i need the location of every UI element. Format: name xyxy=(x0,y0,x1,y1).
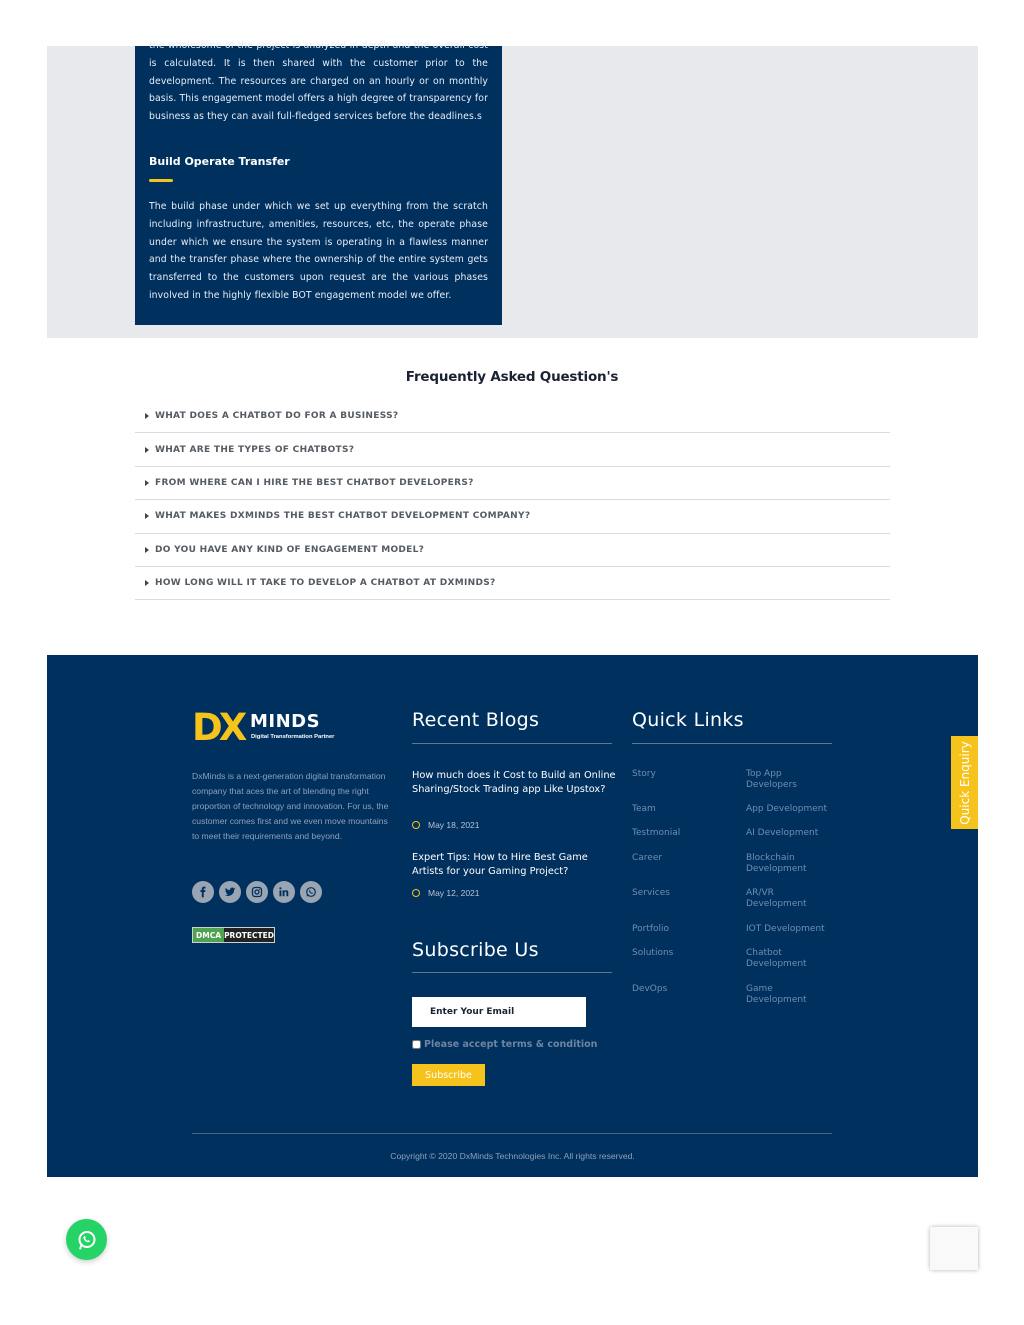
engagement-heading: Build Operate Transfer xyxy=(149,154,290,168)
facebook-icon[interactable] xyxy=(192,881,214,903)
twitter-icon[interactable] xyxy=(219,881,241,903)
heading-divider xyxy=(412,743,612,744)
clock-icon xyxy=(412,821,420,829)
quick-link-story[interactable]: Story xyxy=(632,769,656,779)
recent-blogs-heading: Recent Blogs xyxy=(412,709,540,731)
logo-tagline: Digital Transformation Partner xyxy=(251,734,335,740)
heading-divider xyxy=(412,972,612,973)
dmca-label: DMCA xyxy=(193,928,224,942)
caret-right-icon xyxy=(145,447,149,453)
blog-date-text: May 18, 2021 xyxy=(428,820,480,830)
logo-dx: DX xyxy=(192,706,244,749)
caret-right-icon xyxy=(145,580,149,586)
faq-item[interactable] xyxy=(135,567,890,600)
faq-question: DO YOU HAVE ANY KIND OF ENGAGEMENT MODEL? xyxy=(155,544,425,555)
dxminds-logo[interactable] xyxy=(192,706,352,749)
quick-enquiry-tab[interactable] xyxy=(951,736,978,829)
blog-date xyxy=(412,820,480,830)
copyright-text: Copyright © 2020 DxMinds Technologies Inc. All rights reserved. xyxy=(390,1151,635,1161)
logo-minds: MINDS xyxy=(250,711,321,732)
faq-item[interactable] xyxy=(135,400,890,433)
caret-right-icon xyxy=(145,480,149,486)
quick-link-top-app-developers[interactable]: Top App Developers xyxy=(746,769,797,790)
engagement-model-card xyxy=(135,40,502,325)
quick-links-heading: Quick Links xyxy=(632,709,744,731)
faq-question: WHAT DOES A CHATBOT DO FOR A BUSINESS? xyxy=(155,411,399,422)
caret-right-icon xyxy=(145,513,149,519)
instagram-icon[interactable] xyxy=(246,881,268,903)
dmca-badge[interactable] xyxy=(192,927,275,943)
footer-divider xyxy=(192,1133,832,1134)
quick-link-ai-development[interactable]: AI Development xyxy=(746,828,819,838)
faq-question: WHAT ARE THE TYPES OF CHATBOTS? xyxy=(155,444,355,455)
whatsapp-icon[interactable] xyxy=(300,881,322,903)
heading-underline xyxy=(149,179,173,182)
faq-question: WHAT MAKES DXMINDS THE BEST CHATBOT DEVELOPMENT COMPANY? xyxy=(155,511,531,522)
engagement-paragraph: The build phase under which we set up everything from the scratch including infrastructure, amenities, resources, etc, the operate phase under which we ensure the system is operating in a flawless manner and the transfer phase where the ownership of the entire system gets transferred to the customers upon request are the various phases involved in the highly flexible BOT engagement model we offer. xyxy=(149,200,488,301)
faq-item[interactable] xyxy=(135,500,890,533)
faq-question: HOW LONG WILL IT TAKE TO DEVELOP A CHATBOT AT DXMINDS? xyxy=(155,578,496,589)
site-footer xyxy=(47,655,978,1177)
blog-date-text: May 12, 2021 xyxy=(428,888,480,898)
subscribe-heading: Subscribe Us xyxy=(412,939,539,961)
dmca-protected-label: PROTECTED xyxy=(224,928,274,942)
quick-link-iot-development[interactable]: IOT Development xyxy=(746,924,825,934)
quick-link-devops[interactable]: DevOps xyxy=(632,984,668,994)
faq-item[interactable] xyxy=(135,467,890,500)
quick-link-arvr-development[interactable]: AR/VR Development xyxy=(746,888,807,909)
quick-link-blockchain-development[interactable]: Blockchain Development xyxy=(746,853,807,874)
quick-link-career[interactable]: Career xyxy=(632,853,663,863)
terms-checkbox-row[interactable] xyxy=(412,1039,597,1050)
caret-right-icon xyxy=(145,413,149,419)
whatsapp-chat-button[interactable] xyxy=(66,1219,107,1260)
quick-link-services[interactable]: Services xyxy=(632,888,670,898)
quick-link-app-development[interactable]: App Development xyxy=(746,804,828,814)
quick-enquiry-label: Quick Enquiry xyxy=(957,740,972,825)
quick-link-game-development[interactable]: Game Development xyxy=(746,984,807,1005)
quick-link-solutions[interactable]: Solutions xyxy=(632,948,674,958)
social-links xyxy=(192,881,322,903)
faq-item[interactable] xyxy=(135,534,890,567)
quick-link-team[interactable]: Team xyxy=(632,804,656,814)
quick-link-portfolio[interactable]: Portfolio xyxy=(632,924,670,934)
terms-label: Please accept terms & condition xyxy=(424,1039,598,1050)
whatsapp-icon xyxy=(76,1229,98,1251)
faq-question: FROM WHERE CAN I HIRE THE BEST CHATBOT DEVELOPERS? xyxy=(155,477,474,488)
company-about: DxMinds is a next-generation digital transformation company that aces the art of blending the right proportion of technology and innovation. For us, the customer comes first and we even move mountains to meet their requirements and beyond. xyxy=(192,771,389,841)
faq-title: Frequently Asked Question's xyxy=(405,369,619,385)
faq-list xyxy=(135,400,890,600)
subscribe-button[interactable]: Subscribe xyxy=(412,1064,485,1086)
engagement-paragraph: the wholesome of the project is analyzed in-depth and the overall cost is calculated. It is then shared with the customer prior to the development. The resources are charged on an hourly or on monthly basis. This engagement model offers a high degree of transparency for business as they can avail full-fledged services before the deadlines.s xyxy=(149,40,488,123)
linkedin-icon[interactable] xyxy=(273,881,295,903)
blog-date xyxy=(412,888,480,898)
blog-link[interactable]: Expert Tips: How to Hire Best Game Artists for your Gaming Project? xyxy=(412,852,588,877)
faq-item[interactable] xyxy=(135,433,890,466)
email-field[interactable] xyxy=(412,997,586,1027)
caret-right-icon xyxy=(145,547,149,553)
recaptcha-badge[interactable] xyxy=(930,1227,978,1270)
terms-checkbox[interactable] xyxy=(412,1040,421,1049)
heading-divider xyxy=(632,743,832,744)
clock-icon xyxy=(412,889,420,897)
quick-link-chatbot-development[interactable]: Chatbot Development xyxy=(746,948,807,969)
quick-link-testimonial[interactable]: Testmonial xyxy=(632,828,681,838)
blog-link[interactable]: How much does it Cost to Build an Online Sharing/Stock Trading app Like Upstox? xyxy=(412,770,616,795)
